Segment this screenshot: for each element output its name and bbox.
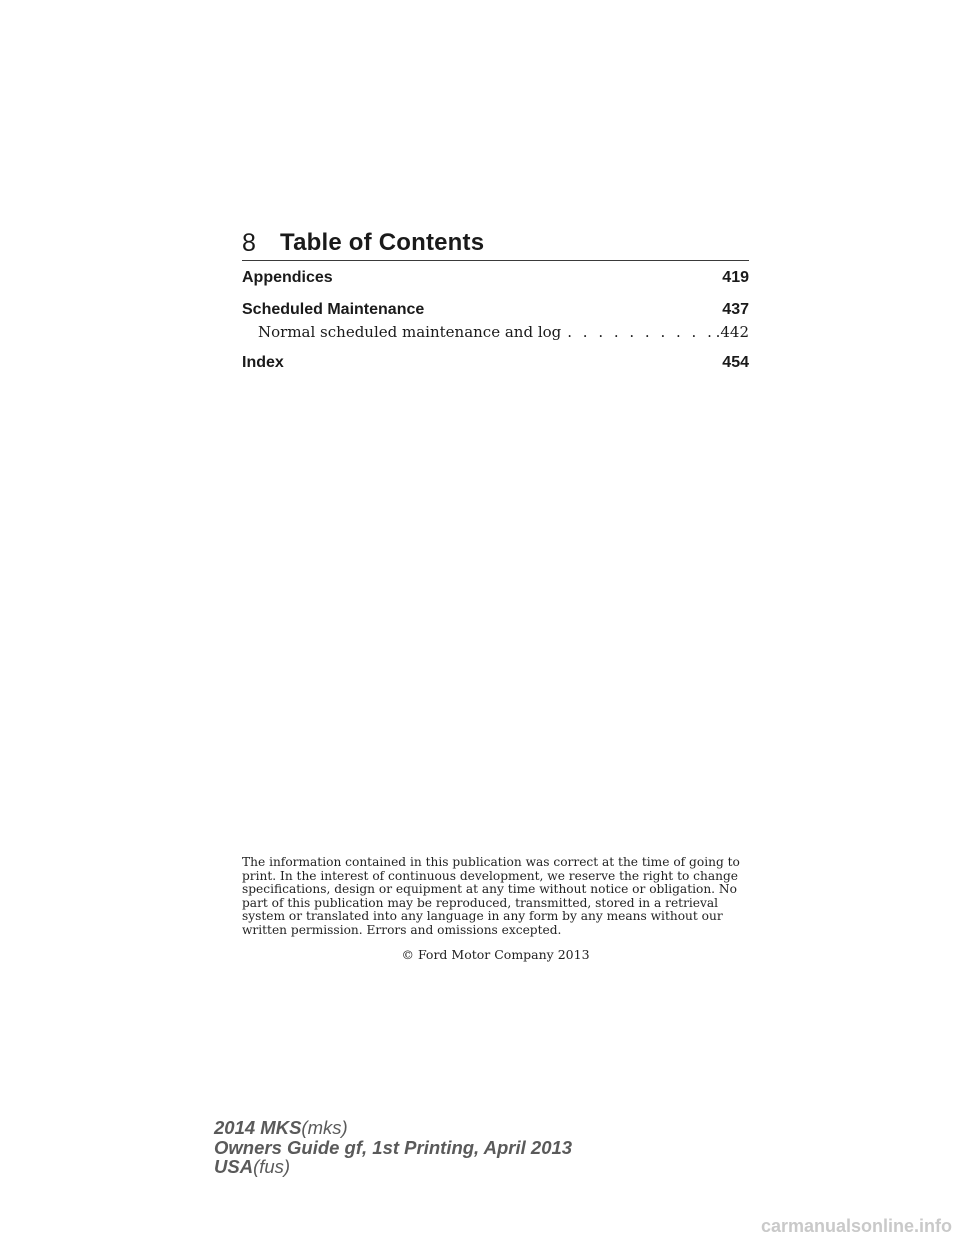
legal-line: The information contained in this publication was correct at the time of going to — [242, 855, 740, 869]
copyright: © Ford Motor Company 2013 — [401, 947, 590, 962]
legal-notice — [242, 856, 752, 937]
model-code: (mks) — [301, 1117, 348, 1138]
toc-entry-scheduled-maintenance[interactable] — [242, 300, 749, 320]
toc-subentry-normal-maintenance[interactable] — [258, 322, 749, 342]
toc-entry-label: Index — [242, 354, 284, 371]
doc-meta-line-3 — [214, 1157, 572, 1177]
page-title: Table of Contents — [280, 229, 485, 256]
toc-entry-page: 454 — [722, 354, 749, 371]
document-info — [214, 1118, 572, 1177]
dot-leader — [567, 322, 713, 342]
legal-line: written permission. Errors and omissions excepted. — [242, 922, 562, 937]
toc-entry-index[interactable] — [242, 353, 749, 373]
market-code: (fus) — [253, 1156, 291, 1177]
printing-info: Owners Guide gf, 1st Printing, April 2013 — [214, 1136, 573, 1158]
page-number: 8 — [242, 229, 256, 257]
legal-line: print. In the interest of continuous development, we reserve the right to change — [242, 868, 738, 883]
toc-entry-label: Appendices — [242, 269, 333, 286]
toc-entry-label: Normal scheduled maintenance and log — [258, 323, 562, 341]
toc-entry-label: Scheduled Maintenance — [242, 301, 425, 318]
legal-line: specifications, design or equipment at any time without notice or obligation. No — [242, 882, 737, 896]
market-name: USA — [214, 1156, 254, 1177]
toc-entry-page: .442 — [715, 323, 749, 341]
doc-meta-line-1 — [214, 1118, 572, 1138]
legal-line: system or translated into any language in any form by any means without our — [242, 909, 723, 923]
toc-entry-page: 419 — [722, 269, 749, 286]
model-name: 2014 MKS — [214, 1117, 302, 1138]
doc-meta-line-2 — [214, 1138, 572, 1158]
legal-line: part of this publication may be reproduced, transmitted, stored in a retrieval — [242, 895, 719, 910]
toc-entry-appendices[interactable] — [242, 268, 749, 288]
watermark: carmanualsonline.info — [760, 1216, 952, 1236]
toc-entry-page: 437 — [722, 301, 749, 318]
page-header — [242, 226, 749, 261]
